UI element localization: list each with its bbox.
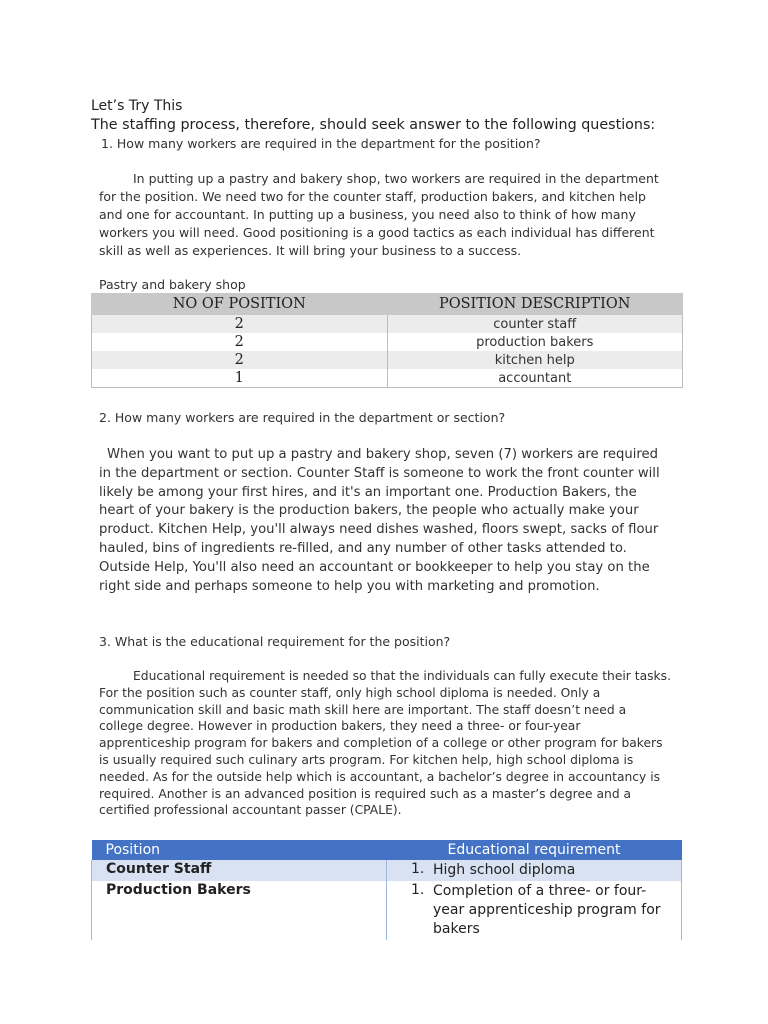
requirement-cell (387, 860, 682, 881)
paragraph-3: Educational requirement is needed so that the individuals can fully execute their tasks. For the position such as counter staff, only high school diploma is needed. Only a communication skill and basic math skill here are important. The staff doesn’t need a college degree. However in production bakers, they need a three- or four-year apprenticeship program for bakers and completion of a college or other program for bakers is usually required such culinary arts program. For kitchen help, high school diploma is needed. As for the outside help which is accountant, a bachelor’s degree in accountancy is required. Another is an advanced position is required such as a master’s degree and a certified professional accountant passer (CPALE). (99, 669, 671, 818)
table-row (92, 881, 682, 940)
position-count: 2 (92, 315, 388, 334)
header-position: Position (92, 840, 387, 860)
education-requirement-table (91, 840, 682, 940)
position-description: counter staff (387, 315, 683, 334)
header-no-of-position: NO OF POSITION (92, 294, 388, 315)
position-description: kitchen help (387, 351, 683, 369)
requirement-cell (387, 881, 682, 940)
paragraph-2: When you want to put up a pastry and bakery shop, seven (7) workers are required in the department or section. Counter Staff is someone to work the front counter will likely be among your first hires, and it's an important one. Production Bakers, the heart of your bakery is the production bakers, the people who actually make your product. Kitchen Help, you'll always need dishes washed, floors swept, sacks of flour hauled, bins of ingredients re-filled, and any number of other tasks attended to. Outside Help, You'll also need an accountant or bookkeeper to help you stay on the right side and perhaps someone to help you with marketing and promotion. (99, 447, 660, 594)
table1-caption: Pastry and bakery shop (99, 277, 246, 292)
intro-text: The staffing process, therefore, should seek answer to the following questions: (91, 117, 656, 133)
header-position-description: POSITION DESCRIPTION (387, 294, 683, 315)
header-educational-requirement: Educational requirement (387, 840, 682, 860)
heading: Let’s Try This (91, 98, 183, 114)
requirement-text: High school diploma (433, 862, 576, 878)
position-count: 1 (92, 369, 388, 388)
list-number: 1. (411, 861, 425, 877)
position-name: Production Bakers (92, 881, 387, 940)
paragraph-1: In putting up a pastry and bakery shop, two workers are required in the department for the position. We need two for the counter staff, production bakers, and kitchen help and one for accountant. In putting up a business, you need also to think of how many workers you will need. Good positioning is a good tactics as each individual has different skill as well as experiences. It will bring your business to a success. (99, 171, 659, 258)
table-row (92, 315, 683, 334)
position-count: 2 (92, 351, 388, 369)
question-1: 1. How many workers are required in the department for the position? (101, 136, 541, 151)
table-row (92, 369, 683, 388)
position-count-table (91, 293, 683, 388)
position-description: accountant (387, 369, 683, 388)
position-name: Counter Staff (92, 860, 387, 881)
table-row (92, 860, 682, 881)
list-number: 1. (411, 882, 425, 898)
table-row (92, 351, 683, 369)
requirement-text: Completion of a three- or four-year apprenticeship program for bakers (433, 883, 661, 937)
position-count: 2 (92, 333, 388, 351)
question-2: 2. How many workers are required in the department or section? (99, 410, 506, 425)
question-3: 3. What is the educational requirement for the position? (99, 634, 451, 649)
position-description: production bakers (387, 333, 683, 351)
table-row (92, 333, 683, 351)
